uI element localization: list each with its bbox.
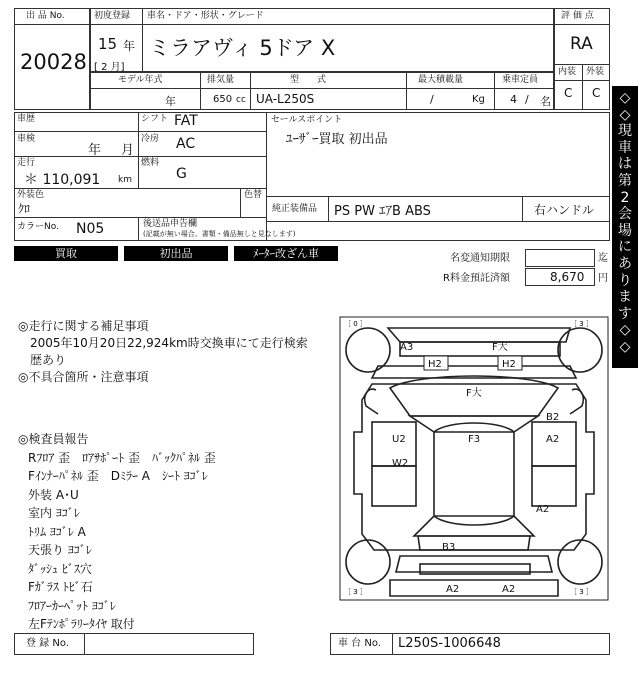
recycle-amount: 8,670 [550,270,585,284]
inspector-line: Fｶﾞﾗｽ ﾄﾋﾞ石 [28,580,93,594]
damage-mark: B3 [442,542,456,553]
model-year-unit: 年 [165,95,176,108]
recycle-unit: 円 [598,273,608,284]
side-banner-char: ◇ [619,90,631,106]
damage-mark: F3 [468,434,481,445]
interior-grade-label: 内装 [558,67,577,77]
first-listing-badge: 初出品 [124,246,228,261]
equipment-label: 純正装備品 [272,204,318,214]
name-label: 車名・ドア・形状・グレード [147,11,264,21]
exterior-grade-label: 外装 [586,67,605,77]
damage-mark: A2 [502,584,516,595]
inspector-line: Rﾌﾛｱ 歪 ﾛｱｻﾎﾟｰﾄ 歪 ﾊﾞｯｸﾊﾟﾈﾙ 歪 [28,450,216,465]
car-name: ミラアヴィ 5ドア X [149,36,336,60]
capacity-label: 乗車定員 [502,75,539,85]
side-banner-char: り [618,272,632,289]
first-reg-year: 15 [98,35,118,53]
sales-point-label: セールスポイント [271,115,343,125]
interior-grade: C [564,86,573,100]
capacity-separator: / [525,93,529,106]
damage-mark: A2 [546,434,560,445]
later-docs-label: 後送品申告欄 [143,219,198,229]
car-damage-diagram [338,314,610,602]
max-load-unit: Kg [472,94,485,105]
side-banner-char: 場 [618,222,632,239]
overall-grade: RA [570,34,593,54]
diagram-corner-bottom-left: ［ 3 ］ [344,588,367,596]
side-banner-char: ◇ [619,338,631,355]
registration-label: 登 録 No. [26,638,69,649]
capacity: 4 [510,93,517,106]
lot-label: 出 品 No. [26,11,65,21]
displacement: 650 [213,94,233,105]
purchase-badge: 買取 [14,246,118,261]
damage-mark: F大 [466,388,482,399]
side-banner-char: ◇ [619,106,631,123]
max-load-label: 最大積載量 [418,75,464,85]
damage-mark: F大 [492,342,508,353]
inspector-line: ﾌﾛｱｰｶｰﾍﾟｯﾄ ﾖｺﾞﾚ [28,598,116,613]
color-no: N05 [76,221,105,237]
shift-label: シフト [141,114,169,124]
side-banner-char: に [618,239,632,256]
inspector-title: ◎検査員報告 [18,432,89,446]
side-banner-char: あ [618,255,632,272]
diagram-corner-bottom-right: ［ 3 ］ [570,588,593,596]
aircon-value: AC [176,136,196,152]
notice-deadline-unit: 迄 [598,253,608,264]
inspector-line: 外装 A･U [28,487,79,502]
driving-note-line: 歴あり [30,353,67,367]
color-change-label: 色替 [244,190,263,200]
fuel-value: G [176,166,187,182]
damage-mark: A2 [536,504,550,515]
model-year-label: モデル年式 [118,75,163,85]
side-banner-char: は [618,156,632,173]
chassis-label: 車 台 No. [338,638,381,649]
damage-mark: H2 [428,359,442,370]
first-reg-year-unit: 年 [123,39,136,53]
later-docs-note: (記載が無い場合、書類・備品無しと見なします) [143,230,296,238]
side-banner-char: 現 [618,123,632,140]
mileage-unit: km [118,175,132,185]
mileage-value: ＊ 110,091 [24,172,101,188]
inspection-label: 車検 [17,134,36,144]
first-reg-month: [ 2 月] [94,62,125,73]
side-banner [612,86,638,368]
history-label: 車歴 [17,114,36,124]
damage-mark: W2 [392,458,409,469]
meter-tamper-badge: ﾒｰﾀｰ改ざん車 [234,246,338,261]
driving-note-line: 2005年10月20日22,924km時交換車にて走行検索 [30,336,308,350]
inspector-notes [18,430,216,634]
damage-mark: A3 [400,342,414,353]
inspector-line: 室内 ﾖｺﾞﾚ [28,506,80,520]
steering: 右ハンドル [534,203,595,217]
equipment: PS PW ｴｱB ABS [334,204,431,219]
capacity-unit: 名 [540,95,551,108]
side-banner-char: ま [618,289,632,306]
driving-notes-title: ◎走行に関する補足事項 [18,319,149,333]
inspector-line: 左Fﾃﾝﾎﾟﾗﾘｰﾀｲﾔ 取付 [28,617,135,631]
side-banner-char: 第 [618,172,632,189]
damage-mark: A2 [446,584,460,595]
notice-deadline-box [525,249,595,267]
side-banner-char: 2 [620,189,630,206]
aircon-label: 冷房 [141,134,160,144]
displacement-label: 排気量 [207,75,235,85]
defects-title: ◎不具合箇所・注意事項 [18,370,149,384]
inspector-line: ﾀﾞｯｼｭ ﾋﾞｽ穴 [28,561,92,576]
damage-mark: H2 [502,359,516,370]
notice-deadline-label: 名変通知期限 [450,253,510,264]
type-label: 型 式 [290,75,327,85]
diagram-corner-top-left: ［ 0 ］ [344,320,367,328]
model-type: UA-L250S [256,92,315,106]
side-banner-char: す [618,305,632,322]
exterior-color: ｸﾛ [18,202,31,216]
color-no-label: カラーNo. [17,222,59,232]
inspection-month: 月 [121,143,135,158]
driving-notes [18,318,308,386]
inspection-year: 年 [88,143,102,158]
exterior-grade: C [592,86,601,100]
recycle-label: R料金預託済額 [443,273,510,284]
inspector-line: 天張り ﾖｺﾞﾚ [28,543,92,557]
grade-label: 評 価 点 [561,11,594,21]
side-banner-char: 会 [618,206,632,223]
lot-number: 20028 [20,50,87,74]
damage-mark: U2 [392,434,406,445]
displacement-unit: cc [236,95,246,105]
exterior-color-label: 外装色 [17,190,45,200]
shift-value: FAT [174,113,198,129]
diagram-corner-top-right: ［ 3 ］ [570,320,593,328]
first-reg-label: 初度登録 [94,11,131,21]
inspector-line: Fｲﾝﾅｰﾊﾟﾈﾙ 歪 Dﾐﾗｰ A ｼｰﾄ ﾖｺﾞﾚ [28,469,208,483]
side-banner-char: ◇ [619,322,631,339]
max-load: / [430,93,434,106]
chassis-number: L250S-1006648 [398,636,501,651]
sales-point: ﾕｰｻﾞｰ買取 初出品 [286,132,388,147]
side-banner-char: 車 [618,139,632,156]
fuel-label: 燃料 [141,158,160,168]
inspector-line: ﾄﾘﾑ ﾖｺﾞﾚ A [28,524,86,539]
damage-mark: B2 [546,412,560,423]
mileage-label: 走行 [17,158,36,168]
